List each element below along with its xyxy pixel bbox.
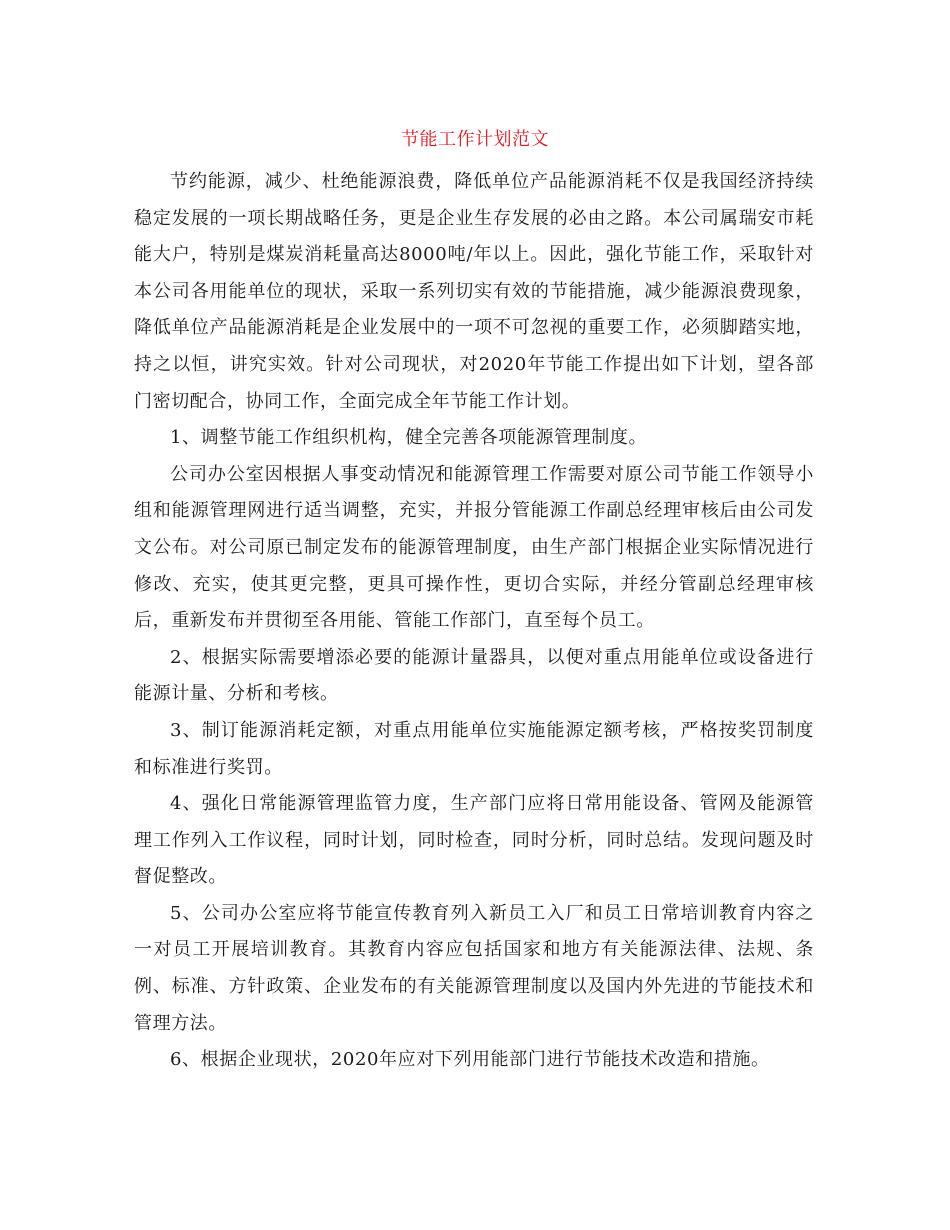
- document-body: [134, 164, 814, 1079]
- paragraph-item-5: 5、公司办公室应将节能宣传教育列入新员工入厂和员工日常培训教育内容之一对员工开展培训教育。其教育内容应包括国家和地方有关能源法律、法规、条例、标准、方针政策、企业发布的有关能源管理制度以及国内外先进的节能技术和管理方法。: [134, 902, 814, 1034]
- paragraph-intro: 节约能源，减少、杜绝能源浪费，降低单位产品能源消耗不仅是我国经济持续稳定发展的一项长期战略任务，更是企业生存发展的必由之路。本公司属瑞安市耗能大户，特别是煤炭消耗量高达8000吨/年以上。因此，强化节能工作，采取针对本公司各用能单位的现状，采取一系列切实有效的节能措施，减少能源浪费现象，降低单位产品能源消耗是企业发展中的一项不可忽视的重要工作，必须脚踏实地，持之以恒，讲究实效。针对公司现状，对2020年节能工作提出如下计划，望各部门密切配合，协同工作，全面完成全年节能工作计划。: [134, 171, 814, 412]
- paragraph-item-1-detail: 公司办公室因根据人事变动情况和能源管理工作需要对原公司节能工作领导小组和能源管理网进行适当调整，充实，并报分管能源工作副总经理审核后由公司发文公布。对公司原已制定发布的能源管理制度，由生产部门根据企业实际情况进行修改、充实，使其更完整，更具可操作性，更切合实际，并经分管副总经理审核后，重新发布并贯彻至各用能、管能工作部门，直至每个员工。: [134, 463, 814, 632]
- paragraph-item-6: 6、根据企业现状，2020年应对下列用能部门进行节能技术改造和措施。: [170, 1049, 770, 1071]
- paragraph-item-2: 2、根据实际需要增添必要的能源计量器具，以便对重点用能单位或设备进行能源计量、分析和考核。: [134, 646, 814, 705]
- paragraph-item-4: 4、强化日常能源管理监管力度，生产部门应将日常用能设备、管网及能源管理工作列入工作议程，同时计划，同时检查，同时分析，同时总结。发现问题及时督促整改。: [134, 793, 814, 888]
- paragraph-item-1-heading: 1、调整节能工作组织机构，健全完善各项能源管理制度。: [170, 427, 648, 449]
- paragraph-item-3: 3、制订能源消耗定额，对重点用能单位实施能源定额考核，严格按奖罚制度和标准进行奖罚。: [134, 719, 814, 778]
- document-title: 节能工作计划范文: [401, 129, 549, 150]
